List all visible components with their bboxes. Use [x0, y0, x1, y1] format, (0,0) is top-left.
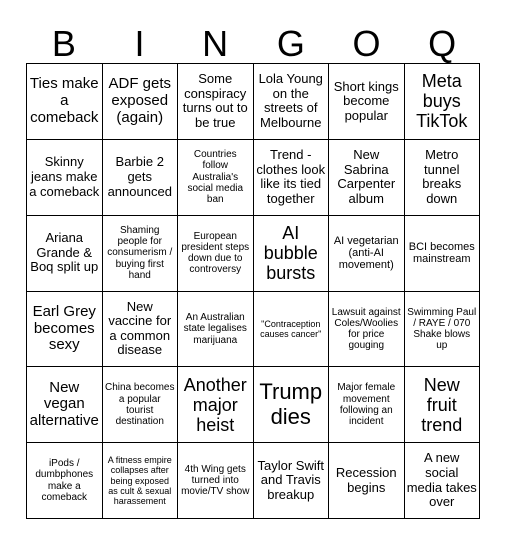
header-letter-n: N — [202, 23, 229, 64]
bingo-header — [26, 24, 480, 64]
bingo-cell[interactable]: China becomes a popular tourist destination — [103, 367, 179, 443]
header-letter-g: G — [276, 23, 305, 64]
bingo-cell[interactable]: New fruit trend — [405, 367, 481, 443]
header-letter-q: Q — [428, 23, 457, 64]
bingo-cell[interactable]: Some conspiracy turns out to be true — [178, 64, 254, 140]
bingo-cell[interactable]: A fitness empire collapses after being exposed as cult & sexual harassement — [103, 443, 179, 519]
bingo-cell[interactable]: AI bubble bursts — [254, 216, 330, 292]
bingo-cell[interactable]: Ties make a comeback — [27, 64, 103, 140]
bingo-cell[interactable]: Another major heist — [178, 367, 254, 443]
bingo-cell[interactable]: "Contraception causes cancer" — [254, 292, 330, 368]
header-letter-o: O — [352, 23, 381, 64]
header-letter-b: B — [51, 23, 76, 64]
bingo-cell[interactable]: Taylor Swift and Travis breakup — [254, 443, 330, 519]
bingo-cell[interactable]: Major female movement following an incident — [329, 367, 405, 443]
bingo-cell[interactable]: Swimming Paul / RAYE / 070 Shake blows up — [405, 292, 481, 368]
bingo-cell[interactable]: Metro tunnel breaks down — [405, 140, 481, 216]
bingo-cell[interactable]: Lola Young on the streets of Melbourne — [254, 64, 330, 140]
bingo-cell[interactable]: 4th Wing gets turned into movie/TV show — [178, 443, 254, 519]
bingo-cell[interactable]: European president steps down due to controversy — [178, 216, 254, 292]
bingo-cell[interactable]: An Australian state legalises marijuana — [178, 292, 254, 368]
bingo-cell[interactable]: Meta buys TikTok — [405, 64, 481, 140]
bingo-cell[interactable]: Trump dies — [254, 367, 330, 443]
bingo-cell[interactable]: Earl Grey becomes sexy — [27, 292, 103, 368]
bingo-cell[interactable]: New vegan alternative — [27, 367, 103, 443]
bingo-board — [26, 63, 480, 519]
bingo-cell[interactable]: ADF gets exposed (again) — [103, 64, 179, 140]
bingo-cell[interactable]: Short kings become popular — [329, 64, 405, 140]
bingo-cell[interactable]: BCI becomes mainstream — [405, 216, 481, 292]
bingo-cell[interactable]: AI vegetarian (anti-AI movement) — [329, 216, 405, 292]
bingo-cell[interactable]: A new social media takes over — [405, 443, 481, 519]
bingo-cell[interactable]: Countries follow Australia's social media ban — [178, 140, 254, 216]
bingo-cell[interactable]: New vaccine for a common disease — [103, 292, 179, 368]
header-letter-i: I — [134, 23, 145, 64]
bingo-cell[interactable]: Trend - clothes look like its tied together — [254, 140, 330, 216]
bingo-cell[interactable]: Skinny jeans make a comeback — [27, 140, 103, 216]
bingo-cell[interactable]: Lawsuit against Coles/Woolies for price gouging — [329, 292, 405, 368]
bingo-cell[interactable]: Barbie 2 gets announced — [103, 140, 179, 216]
bingo-cell[interactable]: Recession begins — [329, 443, 405, 519]
bingo-cell[interactable]: iPods / dumbphones make a comeback — [27, 443, 103, 519]
bingo-cell[interactable]: New Sabrina Carpenter album — [329, 140, 405, 216]
bingo-cell[interactable]: Ariana Grande & Boq split up — [27, 216, 103, 292]
bingo-cell[interactable]: Shaming people for consumerism / buying first hand — [103, 216, 179, 292]
